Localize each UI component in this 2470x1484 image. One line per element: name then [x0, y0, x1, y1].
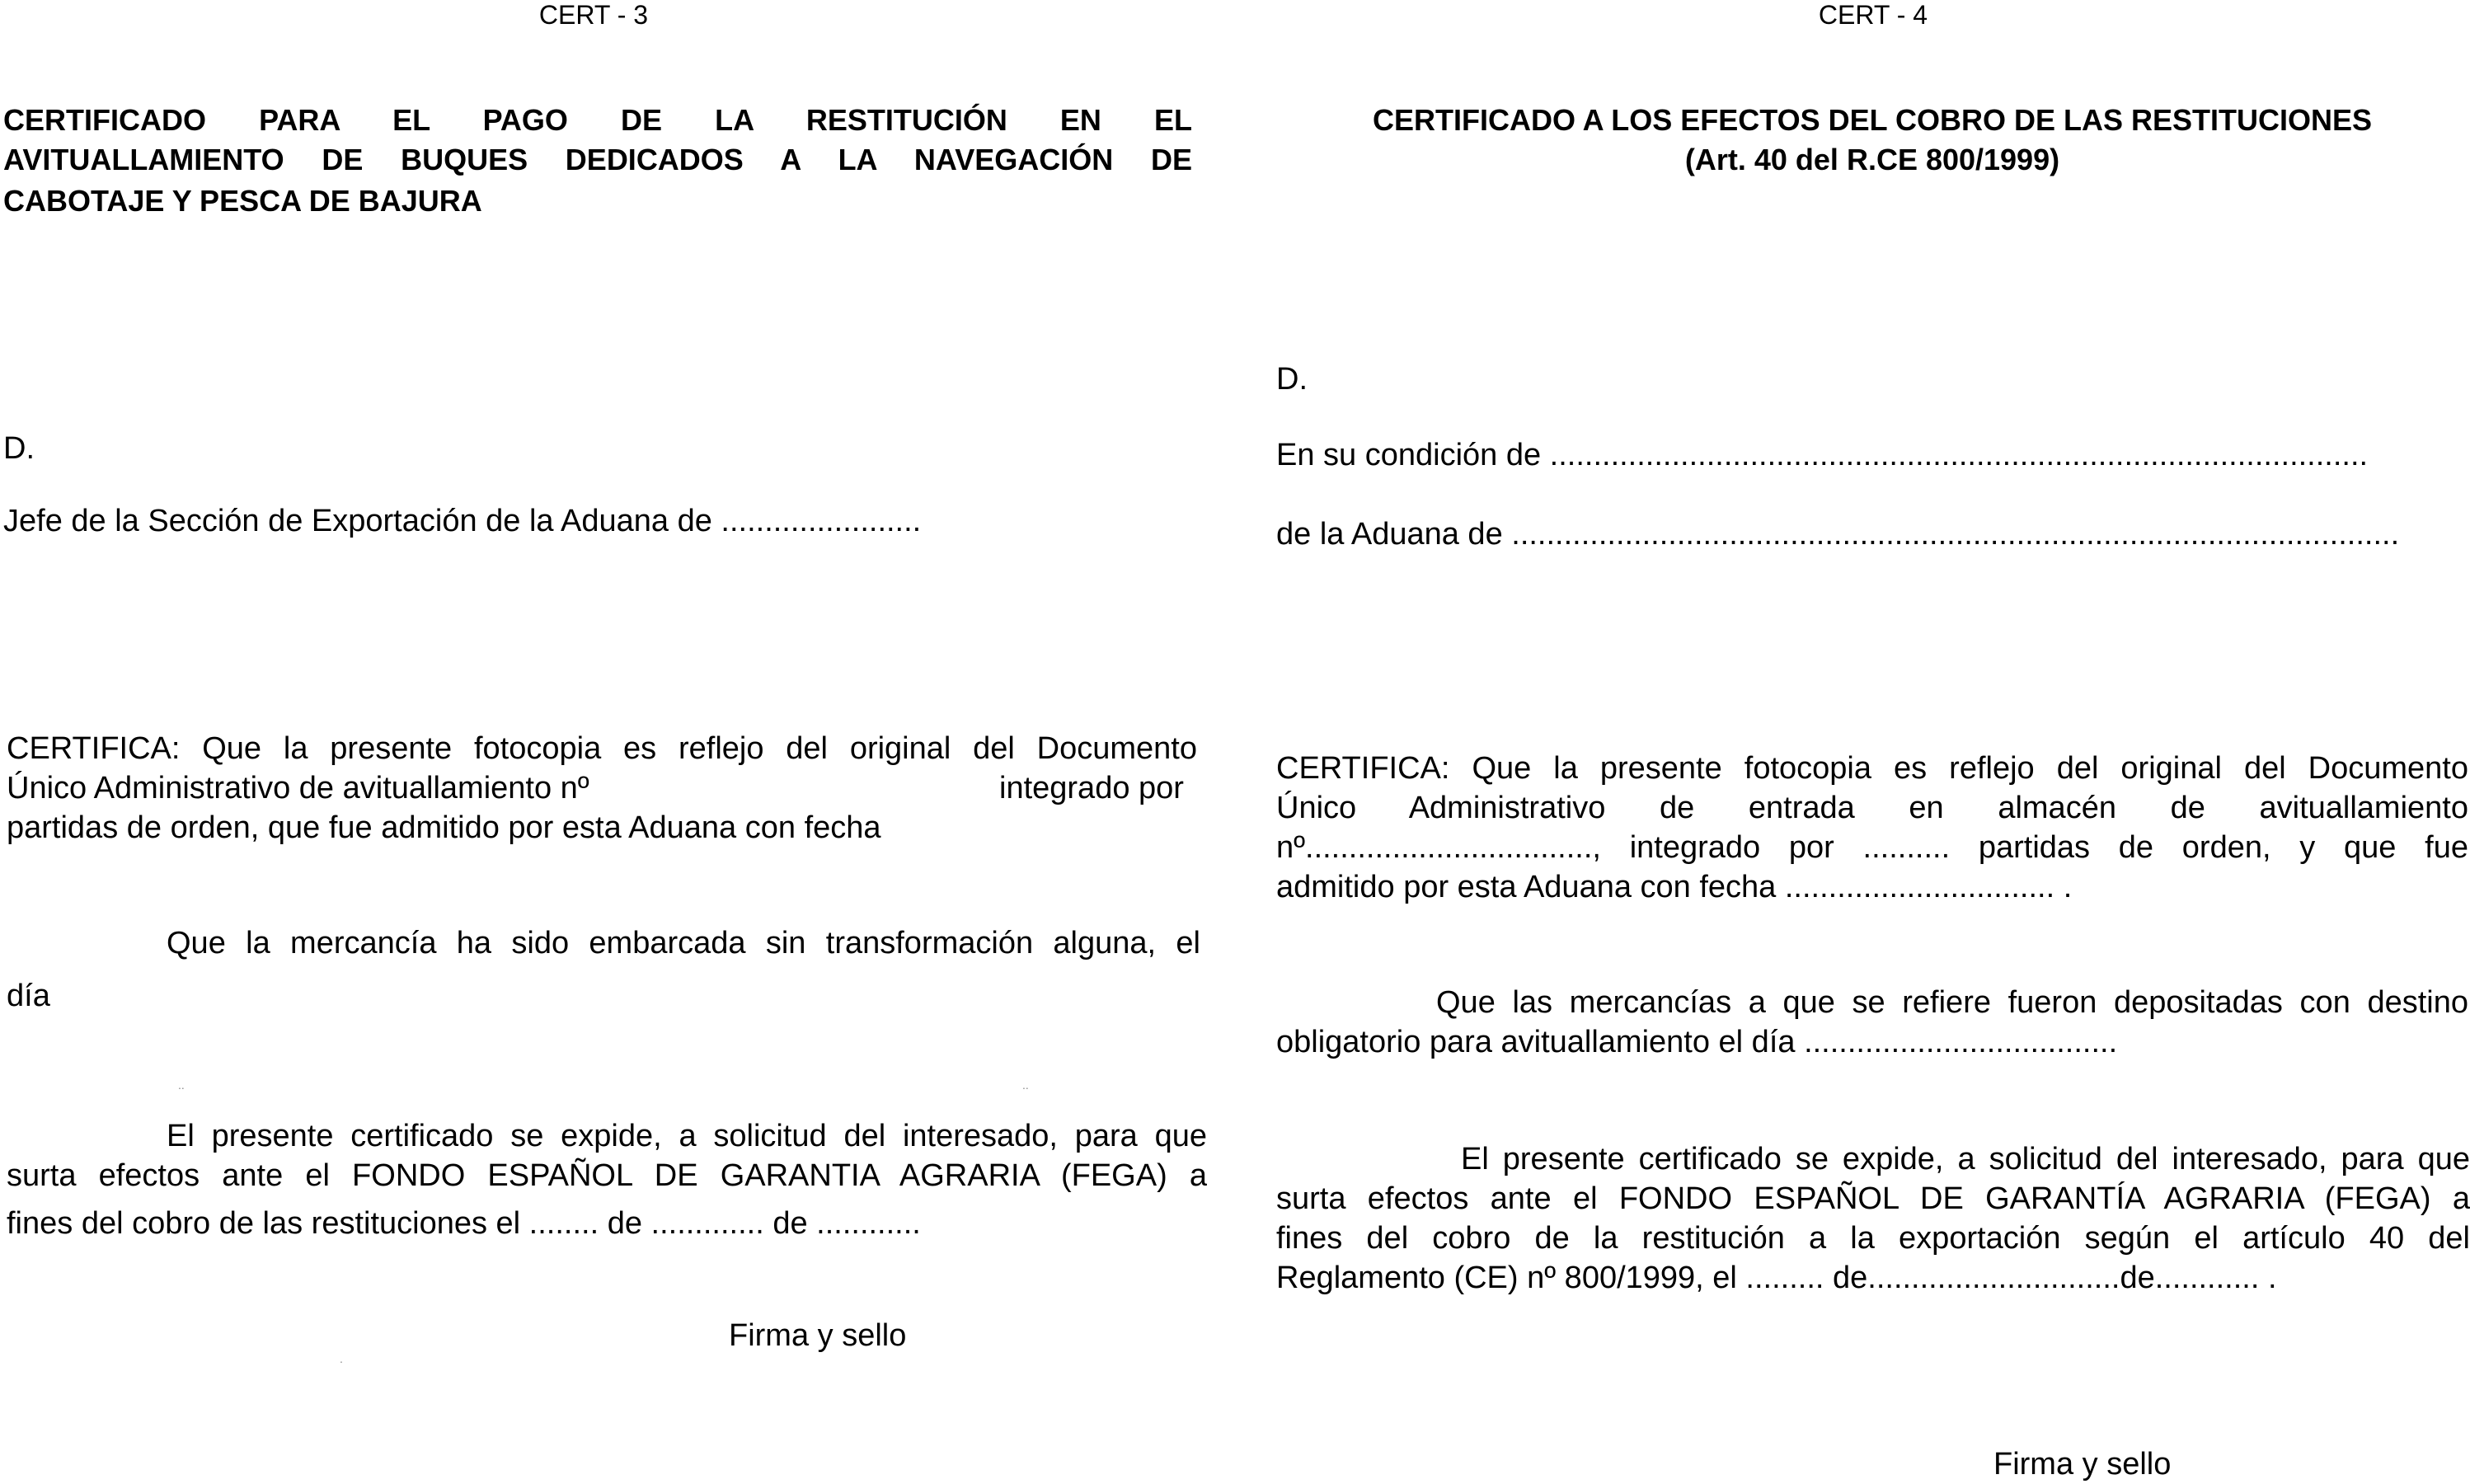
cert4-condicion-line: En su condición de ..............................................................................................: [1276, 438, 2369, 472]
cert4-code: CERT - 4: [1818, 0, 1928, 30]
cert3-certifica-line2a: Único Administrativo de avituallamiento nº: [7, 771, 589, 805]
scan-speck: ..: [178, 1078, 185, 1092]
cert3-certifica-line2b: integrado por: [999, 771, 1184, 805]
cert3-title-line3: CABOTAJE Y PESCA DE BAJURA: [3, 184, 482, 218]
cert4-title-line2: (Art. 40 del R.CE 800/1999): [1684, 143, 2060, 176]
cert3-title-line2: AVITUALLAMIENTO DE BUQUES DEDICADOS A LA NAVEGACIÓN DE: [3, 143, 1192, 176]
cert3-expide-line2: surta efectos ante el FONDO ESPAÑOL DE GARANTIA AGRARIA (FEGA) a: [7, 1158, 1207, 1193]
cert4-title-line1: CERTIFICADO A LOS EFECTOS DEL COBRO DE LAS RESTITUCIONES: [1372, 103, 2373, 137]
cert4-expide-line3: fines del cobro de la restitución a la exportación según el artículo 40 del: [1276, 1221, 2470, 1256]
cert3-certifica-line3: partidas de orden, que fue admitido por esta Aduana con fecha: [7, 810, 881, 845]
cert3-jefe-line: Jefe de la Sección de Exportación de la Aduana de .......................: [3, 504, 922, 538]
cert4-expide-line1: El presente certificado se expide, a solicitud del interesado, para que: [1461, 1142, 2470, 1176]
cert4-firma: Firma y sello: [1993, 1447, 2172, 1482]
cert3-mercancia-line2: día: [7, 979, 50, 1013]
cert3-d-label: D.: [3, 431, 35, 466]
cert3-code: CERT - 3: [538, 0, 649, 30]
cert3-firma: Firma y sello: [729, 1318, 907, 1353]
cert3-certifica-line1: CERTIFICA: Que la presente fotocopia es reflejo del original del Documento: [7, 731, 1197, 766]
cert4-certifica-line3: nº................................., integrado por .......... partidas de orden, y que fue: [1276, 830, 2468, 865]
cert4-depositadas-line2: obligatorio para avituallamiento el día ....................................: [1276, 1025, 2118, 1059]
cert4-expide-line2: surta efectos ante el FONDO ESPAÑOL DE GARANTÍA AGRARIA (FEGA) a: [1276, 1181, 2470, 1216]
cert4-depositadas-line1: Que las mercancías a que se refiere fueron depositadas con destino: [1436, 985, 2468, 1020]
cert4-certifica-line4: admitido por esta Aduana con fecha ............................... .: [1276, 870, 2073, 904]
cert3-expide-line3: fines del cobro de las restituciones el ........ de ............. de ............: [7, 1206, 921, 1241]
cert4-d-label: D.: [1276, 362, 1308, 397]
cert4-certifica-line1: CERTIFICA: Que la presente fotocopia es reflejo del original del Documento: [1276, 751, 2468, 786]
scan-speck: .: [340, 1352, 343, 1365]
cert4-aduana-line: de la Aduana de ......................................................................................................: [1276, 517, 2400, 552]
scan-speck: ..: [1022, 1078, 1029, 1092]
cert4-expide-line4: Reglamento (CE) nº 800/1999, el ......... de.............................de............ .: [1276, 1261, 2277, 1295]
cert4-certifica-line2: Único Administrativo de entrada en almacén de avituallamiento: [1276, 791, 2468, 825]
cert3-mercancia-line1: Que la mercancía ha sido embarcada sin transformación alguna, el: [167, 926, 1200, 960]
cert3-title-line1: CERTIFICADO PARA EL PAGO DE LA RESTITUCIÓN EN EL: [3, 103, 1192, 137]
cert3-expide-line1: El presente certificado se expide, a solicitud del interesado, para que: [167, 1119, 1207, 1153]
